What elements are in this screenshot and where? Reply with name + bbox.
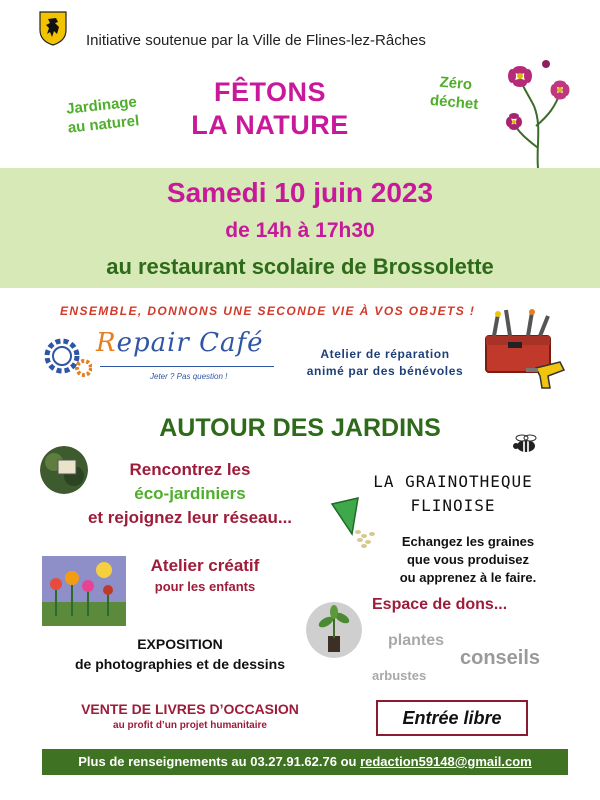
zero-line1: Zéro: [438, 73, 473, 94]
initiative-text: Initiative soutenue par la Ville de Flines-lez-Râches: [86, 32, 426, 49]
repair-logo-first-letter: R: [96, 328, 117, 358]
event-hours: de 14h à 17h30: [225, 219, 375, 242]
repair-logo-rest: epair Café: [116, 328, 264, 358]
echange-line3: ou apprenez à le faire.: [399, 570, 537, 585]
cosmos-flower-image: [498, 56, 580, 168]
gardens-heading: AUTOUR DES JARDINS: [159, 414, 441, 442]
creative-workshop-title: Atelier créatif: [150, 556, 260, 575]
jardinage-line2: au naturel: [66, 112, 141, 137]
event-date: Samedi 10 juin 2023: [166, 177, 434, 208]
gear-icon: [40, 334, 92, 380]
footer-contact-bar: [42, 749, 568, 775]
atelier-line2: animé par des bénévoles: [306, 364, 464, 378]
rencontrez-line2: éco-jardiniers: [134, 484, 246, 503]
donations-title: Espace de dons...: [372, 596, 508, 613]
free-entry-badge: Entrée libre: [376, 700, 528, 736]
event-place: au restaurant scolaire de Brossolette: [106, 254, 494, 279]
atelier-line1: Atelier de réparation: [320, 347, 450, 361]
grainotheque-line2: FLINOISE: [410, 496, 496, 515]
echange-line2: que vous produisez: [406, 552, 530, 567]
zero-dechet-label: [416, 71, 493, 115]
repair-tagline: Jeter ? Pas question !: [150, 372, 228, 381]
rencontrez-line1: Rencontrez les: [129, 460, 251, 479]
donations-conseils: conseils: [460, 647, 541, 669]
donations-plantes: plantes: [388, 632, 445, 649]
main-title: [140, 76, 400, 142]
title-line2: LA NATURE: [191, 110, 349, 140]
exhibition-text: [40, 634, 320, 674]
zero-line2: déchet: [429, 91, 479, 114]
donations-arbustes: arbustes: [372, 668, 427, 683]
book-sale-title: VENTE DE LIVRES D’OCCASION: [81, 701, 299, 717]
creative-workshop-audience: pour les enfants: [154, 579, 256, 594]
footer-email-link[interactable]: redaction59148@gmail.com: [360, 754, 532, 769]
jardinage-line1: Jardinage: [65, 93, 138, 118]
expo-line1: EXPOSITION: [137, 636, 223, 652]
repair-description: [300, 346, 470, 380]
toolbox-icon: [480, 306, 570, 392]
title-line1: FÊTONS: [213, 77, 326, 107]
bee-icon: [508, 434, 542, 456]
rencontrez-line3: et rejoignez leur réseau...: [87, 508, 293, 527]
repair-cafe-logo: [96, 328, 264, 358]
seed-exchange-text: [358, 533, 578, 587]
repair-logo-underline: [100, 366, 274, 367]
footer-text: Plus de renseignements au 03.27.91.62.76 ou: [78, 754, 361, 769]
children-painting-image: [42, 556, 126, 626]
echange-line1: Echangez les graines: [401, 534, 535, 549]
eco-gardeners-text: [50, 458, 330, 530]
town-crest-logo: [38, 10, 68, 46]
book-sale-subtitle: au profit d’un projet humanitaire: [113, 720, 267, 731]
expo-line2: de photographies et de dessins: [74, 656, 286, 672]
grainotheque-line1: LA GRAINOTHEQUE: [373, 472, 533, 491]
repair-slogan: ENSEMBLE, DONNONS UNE SECONDE VIE À VOS OBJETS !: [60, 304, 476, 318]
